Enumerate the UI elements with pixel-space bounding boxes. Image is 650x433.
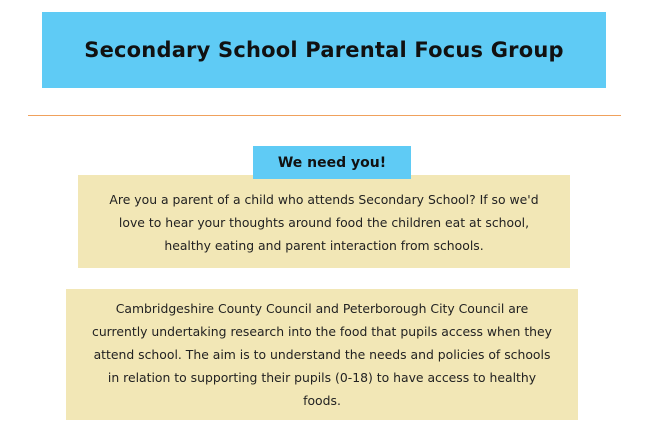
we-need-you-label: We need you! (277, 154, 387, 171)
intro-line: love to hear your thoughts around food the children eat at school, (118, 215, 530, 230)
intro-line: Are you a parent of a child who attends Secondary School? If so we'd (109, 192, 539, 207)
research-line: attend school. The aim is to understand the needs and policies of schools (93, 347, 551, 362)
title-banner (42, 12, 606, 88)
research-line: in relation to supporting their pupils (0-18) to have access to healthy (107, 370, 537, 385)
research-line: Cambridgeshire County Council and Peterborough City Council are (115, 301, 529, 316)
divider-line (28, 115, 621, 116)
intro-line: healthy eating and parent interaction from schools. (164, 238, 484, 253)
research-box (66, 289, 578, 420)
intro-box (78, 175, 570, 268)
page-title: Secondary School Parental Focus Group (84, 38, 564, 62)
research-line: foods. (303, 393, 341, 408)
research-line: currently undertaking research into the food that pupils access when they (92, 324, 552, 339)
we-need-you-tag (253, 146, 411, 179)
